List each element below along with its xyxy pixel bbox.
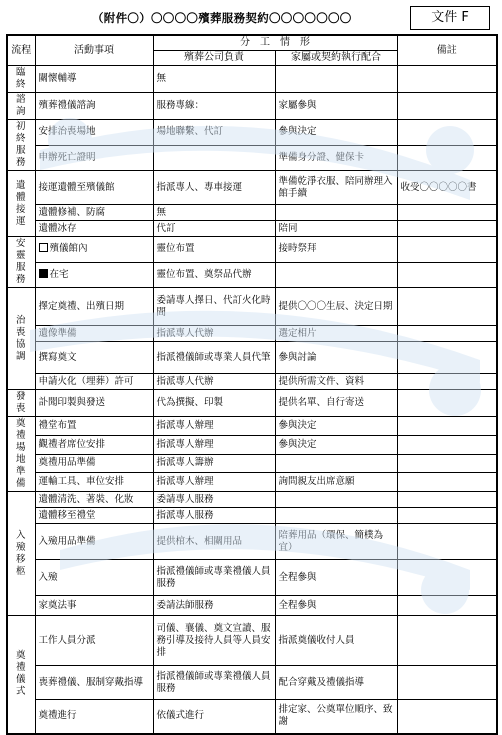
group-label: 入殮移柩	[7, 492, 35, 616]
family-cell: 參與決定	[275, 435, 397, 454]
item-cell: 家奠法事	[35, 596, 153, 616]
item-cell: 接運遺體至殯儀館	[35, 171, 153, 205]
remarks-cell	[397, 524, 497, 560]
family-cell	[275, 492, 397, 508]
remarks-cell	[397, 262, 497, 288]
item-cell: 擇定奠禮、出殯日期	[35, 288, 153, 326]
remarks-cell	[397, 66, 497, 93]
remarks-cell	[397, 454, 497, 473]
checkbox-at-home[interactable]	[39, 269, 48, 278]
group-label: 奠禮場地準備	[7, 417, 35, 492]
item-cell: 禮堂布置	[35, 417, 153, 436]
remarks-cell	[397, 492, 497, 508]
document-label: 文件 F	[410, 6, 490, 30]
group-label: 初終服務	[7, 120, 35, 171]
family-cell: 陪葬用品（環保、簡樸為宜）	[275, 524, 397, 560]
item-cell: 喪葬禮儀、服制穿戴指導	[35, 666, 153, 700]
family-cell: 陪同	[275, 221, 397, 237]
item-cell: 遺體移至禮堂	[35, 508, 153, 524]
remarks-cell	[397, 237, 497, 263]
company-cell: 指派禮儀師或專業禮儀人員服務	[153, 666, 275, 700]
family-cell: 全程參與	[275, 596, 397, 616]
group-label: 治喪協調	[7, 288, 35, 390]
remarks-cell	[397, 374, 497, 390]
remarks-cell	[397, 93, 497, 120]
document-title: （附件〇）〇〇〇〇殯葬服務契約〇〇〇〇〇〇〇	[92, 11, 352, 25]
service-contract-table	[6, 34, 498, 735]
family-cell: 準備乾淨衣服、陪同辦理入館手續	[275, 171, 397, 205]
company-cell: 委請專人服務	[153, 492, 275, 508]
item-cell: 運輸工具、車位安排	[35, 473, 153, 492]
header-item: 活動事項	[35, 35, 153, 66]
company-cell: 指派專人辦理	[153, 473, 275, 492]
item-cell: 訃聞印製與發送	[35, 390, 153, 417]
item-cell: 入殮用品準備	[35, 524, 153, 560]
company-cell: 代為撰擬、印製	[153, 390, 275, 417]
item-cell: 申辦死亡證明	[35, 145, 153, 171]
family-cell	[275, 205, 397, 221]
group-label: 臨終	[7, 66, 35, 93]
item-label: 殯儀館內	[49, 243, 88, 255]
group-label: 遺體接運	[7, 171, 35, 237]
company-cell: 指派專人辦理	[153, 417, 275, 436]
remarks-cell	[397, 435, 497, 454]
item-cell: 觀禮者席位安排	[35, 435, 153, 454]
item-cell: 遺體冰存	[35, 221, 153, 237]
item-cell: 入殮	[35, 560, 153, 596]
family-cell: 配合穿戴及禮儀指導	[275, 666, 397, 700]
remarks-cell: 收受〇〇〇〇〇書	[397, 171, 497, 205]
company-cell: 靈位布置、奠祭品代辦	[153, 262, 275, 288]
item-cell: 關懷輔導	[35, 66, 153, 93]
company-cell: 代訂	[153, 221, 275, 237]
company-cell: 委請法師服務	[153, 596, 275, 616]
company-cell: 無	[153, 66, 275, 93]
item-cell: 奠禮進行	[35, 700, 153, 734]
item-cell: 遺像準備	[35, 326, 153, 342]
remarks-cell	[397, 596, 497, 616]
family-cell	[275, 454, 397, 473]
remarks-cell	[397, 145, 497, 171]
remarks-cell	[397, 560, 497, 596]
remarks-cell	[397, 288, 497, 326]
group-label: 諮詢	[7, 93, 35, 120]
remarks-cell	[397, 473, 497, 492]
remarks-cell	[397, 326, 497, 342]
remarks-cell	[397, 666, 497, 700]
remarks-cell	[397, 120, 497, 146]
item-cell: 殯葬禮儀諮詢	[35, 93, 153, 120]
item-cell: 申請火化（埋葬）許可	[35, 374, 153, 390]
company-cell	[153, 145, 275, 171]
company-cell: 指派禮儀師或專業人員代筆	[153, 342, 275, 374]
group-label: 安靈服務	[7, 237, 35, 288]
header-remarks: 備註	[397, 35, 497, 66]
header-flow: 流程	[7, 35, 35, 66]
family-cell: 參與決定	[275, 120, 397, 146]
item-cell: 工作人員分派	[35, 616, 153, 666]
remarks-cell	[397, 205, 497, 221]
company-cell: 依儀式進行	[153, 700, 275, 734]
company-cell: 指派專人代辦	[153, 374, 275, 390]
item-cell	[35, 262, 153, 288]
family-cell: 提供所需文件、資料	[275, 374, 397, 390]
company-cell: 指派專人籌辦	[153, 454, 275, 473]
remarks-cell	[397, 221, 497, 237]
company-cell: 指派專人辦理	[153, 435, 275, 454]
company-cell: 場地聯繫、代訂	[153, 120, 275, 146]
family-cell	[275, 508, 397, 524]
family-cell: 參與討論	[275, 342, 397, 374]
family-cell: 接時祭拜	[275, 237, 397, 263]
remarks-cell	[397, 417, 497, 436]
family-cell: 指派奠儀收付人員	[275, 616, 397, 666]
company-cell: 委請專人擇日、代訂火化時間	[153, 288, 275, 326]
item-cell: 撰寫奠文	[35, 342, 153, 374]
item-cell: 遺體修補、防腐	[35, 205, 153, 221]
family-cell: 參與決定	[275, 417, 397, 436]
item-cell: 安排治喪場地	[35, 120, 153, 146]
family-cell: 詢問親友出席意願	[275, 473, 397, 492]
company-cell: 指派禮儀師或專業禮儀人員服務	[153, 560, 275, 596]
company-cell: 指派專人、專車接運	[153, 171, 275, 205]
family-cell	[275, 262, 397, 288]
group-label: 發喪	[7, 390, 35, 417]
remarks-cell	[397, 700, 497, 734]
company-cell: 司儀、襄儀、奠文宣讀、服務引導及接待人員等人員安排	[153, 616, 275, 666]
item-cell: 遺體清洗、著裝、化妝	[35, 492, 153, 508]
family-cell: 全程參與	[275, 560, 397, 596]
header-company: 殯葬公司負責	[153, 51, 275, 66]
family-cell: 提供〇〇〇生辰、決定日期	[275, 288, 397, 326]
family-cell: 家屬參與	[275, 93, 397, 120]
item-cell: 奠禮用品準備	[35, 454, 153, 473]
item-cell	[35, 237, 153, 263]
header-family: 家屬或契約執行配合	[275, 51, 397, 66]
family-cell: 排定家、公奠單位順序、致謝	[275, 700, 397, 734]
company-cell: 無	[153, 205, 275, 221]
company-cell: 指派專人服務	[153, 508, 275, 524]
family-cell: 提供名單、自行寄送	[275, 390, 397, 417]
company-cell: 靈位布置	[153, 237, 275, 263]
group-label: 奠禮儀式	[7, 616, 35, 734]
remarks-cell	[397, 390, 497, 417]
remarks-cell	[397, 616, 497, 666]
company-cell: 服務專線：	[153, 93, 275, 120]
company-cell: 提供棺木、相關用品	[153, 524, 275, 560]
company-cell: 指派專人代辦	[153, 326, 275, 342]
remarks-cell	[397, 342, 497, 374]
item-label: 在宅	[49, 268, 69, 280]
checkbox-funeral-home[interactable]	[39, 243, 48, 252]
remarks-cell	[397, 508, 497, 524]
family-cell: 準備身分證、健保卡	[275, 145, 397, 171]
family-cell: 選定相片	[275, 326, 397, 342]
header-division: 分 工 情 形	[153, 35, 397, 51]
family-cell	[275, 66, 397, 93]
